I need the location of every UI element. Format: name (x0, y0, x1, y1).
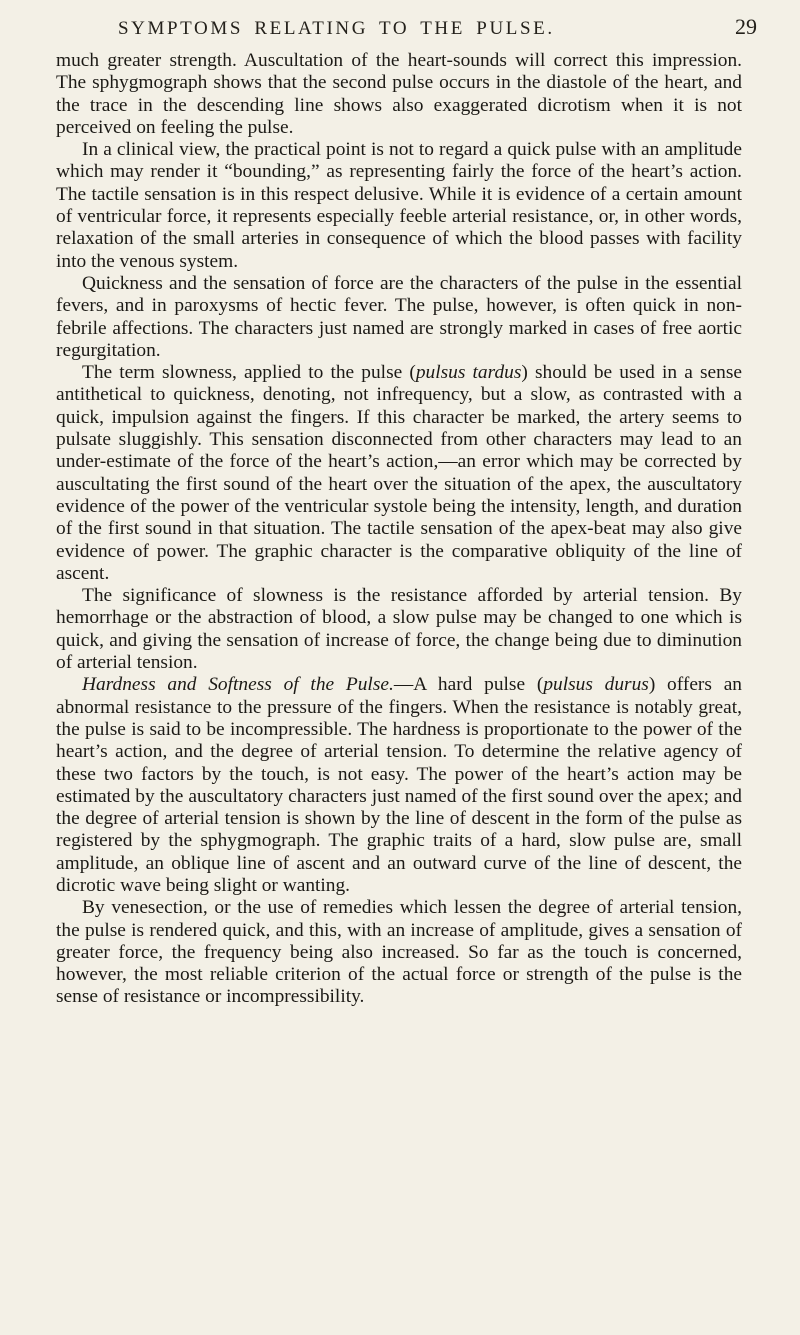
italic-text: Hardness and Softness of the Pulse. (82, 674, 394, 696)
italic-text: pulsus durus (543, 674, 649, 696)
running-title: SYMPTOMS RELATING TO THE PULSE. (118, 18, 555, 39)
paragraph (56, 585, 742, 674)
paragraph (56, 362, 742, 585)
paragraph (56, 139, 742, 273)
running-header (0, 14, 800, 44)
paragraph (56, 50, 742, 139)
paragraph (56, 897, 742, 1008)
paragraph-text: Quickness and the sensation of force are the characters of the pulse in the essential fevers, and in paroxysms of hectic fever. The pulse, however, is often quick in non-febrile affections. The characters just named are strongly marked in cases of free aortic regurgitation. (56, 272, 742, 361)
paragraph (56, 273, 742, 362)
paragraph-text: By venesection, or the use of remedies which lessen the degree of arterial tension, the pulse is rendered quick, and this, with an increase of amplitude, gives a sensation of greater force, the frequency being also increased. So far as the touch is concerned, however, the most reliable criterion of the actual force or strength of the pulse is the sense of resistance or incompressibility. (56, 897, 742, 1008)
paragraph-text: In a clinical view, the practical point is not to regard a quick pulse with an amplitude which may render it “bounding,” as representing fairly the force of the heart’s action. The tactile sensation is in this respect delusive. While it is evidence of a certain amount of ventricular force, it represents especially feeble arterial resistance, or, in other words, relaxation of the small arteries in consequence of which the blood passes with facility into the venous system. (56, 139, 742, 272)
body-text (56, 50, 742, 1009)
page-number: 29 (735, 14, 757, 39)
italic-text: pulsus tardus (415, 362, 522, 384)
paragraph-text: —A hard pulse ( (393, 674, 544, 696)
paragraph-text: The significance of slowness is the resistance afforded by arterial tension. By hemorrhage or the abstraction of blood, a slow pulse may be changed to one which is quick, and giving the sensation of increase of force, the change being due to diminution of arterial tension. (56, 585, 742, 674)
paragraph-text: much greater strength. Auscultation of the heart-sounds will correct this impression. The sphygmograph shows that the second pulse occurs in the diastole of the heart, and the trace in the descending line shows also exaggerated dicrotism when it is not perceived on feeling the pulse. (56, 50, 742, 138)
paragraph-text: ) should be used in a sense antithetical to quickness, denoting, not infrequency, but a slow, as contrasted with a quick, impulsion against the fingers. If this character be marked, the artery seems to pulsate sluggishly. This sensation disconnected from other characters may lead to an under-estimate of the force of the heart’s action,—an error which may be corrected by auscultating the first sound of the heart over the situation of the apex, the auscultatory evidence of the power of the ventricular systole being the intensity, length, and duration of the first sound in that situation. The tactile sensation of the apex-beat may also give evidence of power. The graphic character is the comparative obliquity of the line of ascent. (56, 362, 742, 584)
paragraph (56, 674, 742, 897)
paragraph-text: ) offers an abnormal resistance to the pressure of the fingers. When the resistance is notably great, the pulse is said to be incompressible. The hardness is proportionate to the power of the heart’s action, and the degree of arterial tension. To determine the relative agency of these two factors by the touch, is not easy. The power of the heart’s action may be estimated by the auscultatory characters just named of the first sound over the apex; and the degree of arterial tension is shown by the line of descent in the form of the pulse as registered by the sphygmograph. The graphic traits of a hard, slow pulse are, small amplitude, an oblique line of ascent and an outward curve of the line of descent, the dicrotic wave being slight or wanting. (56, 674, 742, 896)
paragraph-text: The term slowness, applied to the pulse ( (82, 362, 416, 384)
